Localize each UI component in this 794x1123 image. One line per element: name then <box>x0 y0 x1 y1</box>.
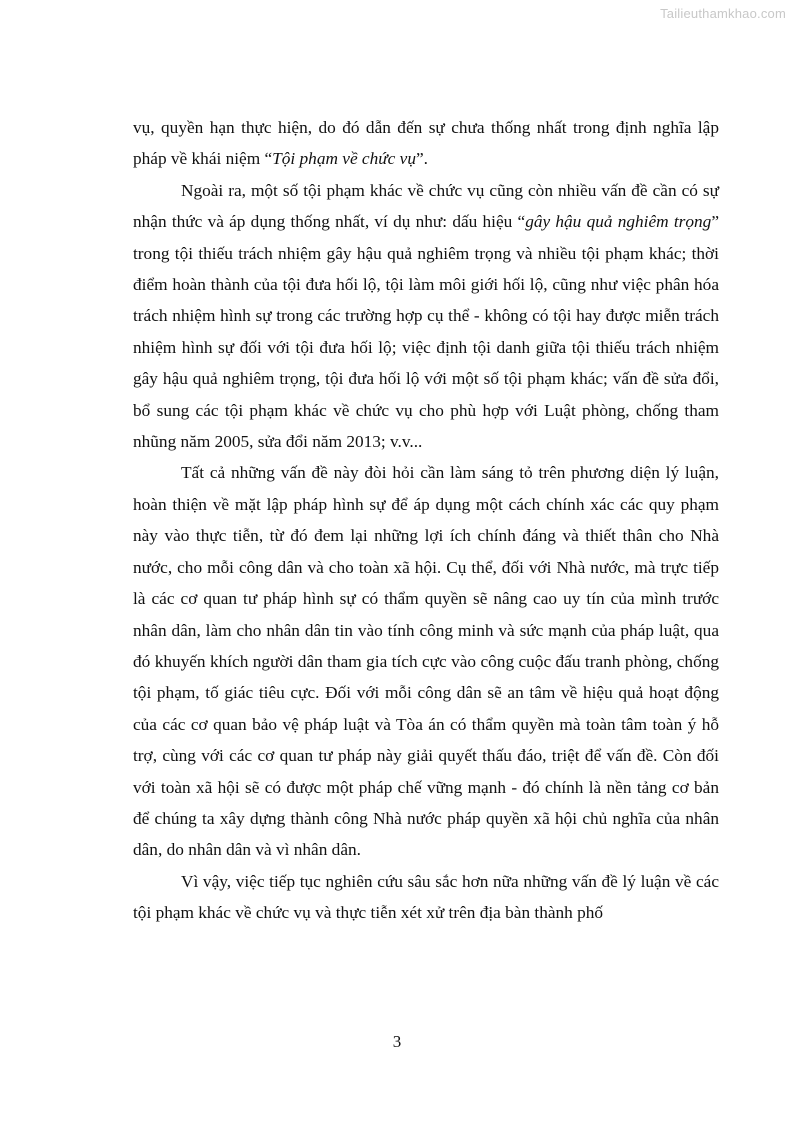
text-run: Ngoài ra, một số tội phạm khác về chức vụ cũng còn nhiều vấn đề cần có sự nhận thức và áp dụng thống nhất, ví dụ như: dấu hiệu “ <box>133 180 719 232</box>
text-run: vụ, quyền hạn thực hiện, do đó dẫn đến sự chưa thống nhất trong định nghĩa lập pháp về khái niệm “ <box>133 118 719 169</box>
watermark-text: Tailieuthamkhao.com <box>660 6 786 21</box>
text-run: Tất cả những vấn đề này đòi hỏi cần làm sáng tỏ trên phương diện lý luận, hoàn thiện về mặt lập pháp hình sự để áp dụng một cách chính xác các quy phạm này vào thực tiễn, từ đó đem lại những lợi ích chính đáng và thiết thân cho Nhà nước, cho mỗi công dân và cho toàn xã hội. Cụ thể, đối với Nhà nước, mà trực tiếp là các cơ quan tư pháp hình sự có thẩm quyền sẽ nâng cao uy tín của mình trước nhân dân, làm cho nhân dân tin vào tính công minh và sức mạnh của pháp luật, qua đó khuyến khích người dân tham gia tích cực vào công cuộc đấu tranh phòng, chống tội phạm, tố giác tiêu cực. Đối với mỗi công dân sẽ an tâm về hiệu quả hoạt động của các cơ quan bảo vệ pháp luật và Tòa án có thẩm quyền mà toàn tâm toàn ý hỗ trợ, cùng với các cơ quan tư pháp này giải quyết thấu đáo, triệt để vấn đề. Còn đối với toàn xã hội sẽ có được một pháp chế vững mạnh - đó chính là nền tảng cơ bản để chúng ta xây dựng thành công Nhà nước pháp quyền xã hội chủ nghĩa của nhân dân, do nhân dân và vì nhân dân. <box>133 463 719 860</box>
page-number: 3 <box>392 1032 402 1051</box>
text-run: Vì vậy, việc tiếp tục nghiên cứu sâu sắc hơn nữa những vấn đề lý luận về các tội phạm khác về chức vụ và thực tiễn xét xử trên địa bàn thành phố <box>133 871 719 923</box>
paragraph-4 <box>133 866 719 929</box>
text-run: ” trong tội thiếu trách nhiệm gây hậu quả nghiêm trọng và nhiều tội phạm khác; thời điểm hoàn thành của tội đưa hối lộ, tội làm môi giới hối lộ, cũng như việc phân hóa trách nhiệm hình sự trong các trường hợp cụ thể - không có tội hay được miễn trách nhiệm hình sự đối với tội đưa hối lộ; việc định tội danh giữa tội thiếu trách nhiệm gây hậu quả nghiêm trọng, tội đưa hối lộ với một số tội phạm khác; vấn đề sửa đổi, bổ sung các tội phạm khác về chức vụ cho phù hợp với Luật phòng, chống tham nhũng năm 2005, sửa đổi năm 2013; v.v... <box>133 212 719 452</box>
text-run: ”. <box>415 149 428 169</box>
italic-phrase: gây hậu quả nghiêm trọng <box>525 212 712 232</box>
paragraph-1 <box>133 112 719 175</box>
paragraph-3 <box>133 457 719 865</box>
paragraph-2 <box>133 175 719 458</box>
italic-phrase: Tội phạm về chức vụ <box>272 149 416 169</box>
document-body <box>133 112 719 929</box>
